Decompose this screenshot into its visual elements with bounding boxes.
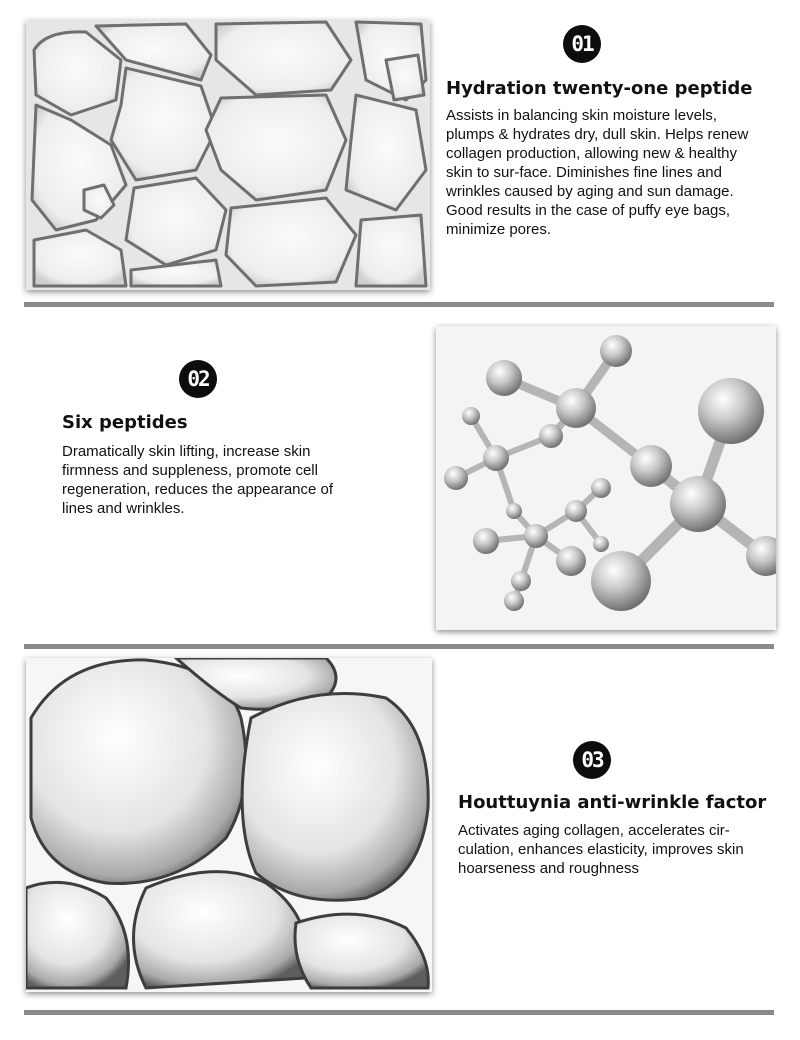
feature-title: Six peptides (62, 412, 188, 433)
section-divider (24, 1010, 774, 1015)
step-number-badge: 01 (563, 25, 601, 63)
large-bubbles-image (26, 658, 432, 992)
section-divider (24, 644, 774, 649)
feature-description: Dramatically skin lifting, increase skin firmness and suppleness, promote cell regeneration, reduces the appearance of lines and wrinkles. (62, 443, 334, 517)
feature-title: Hydration twenty-one peptide (446, 78, 753, 99)
step-number-badge: 02 (179, 360, 217, 398)
feature-title: Houttuynia anti-wrinkle factor (458, 792, 767, 813)
section-divider (24, 302, 774, 307)
feature-description: Activates aging collagen, accelerates cir-culation, enhances elasticity, improves skin hoarseness and roughness (458, 822, 744, 877)
step-number-badge: 03 (573, 741, 611, 779)
bubble-foam-image (26, 20, 430, 290)
feature-description: Assists in balancing skin moisture levels, plumps & hydrates dry, dull skin. Helps renew collagen production, allowing new & healthy skin to sur-face. Diminishes fine lines and wrinkles caused by aging and sun damage. Good results in the case of puffy eye bags, minimize pores. (446, 107, 749, 238)
molecule-model-image (436, 326, 776, 630)
